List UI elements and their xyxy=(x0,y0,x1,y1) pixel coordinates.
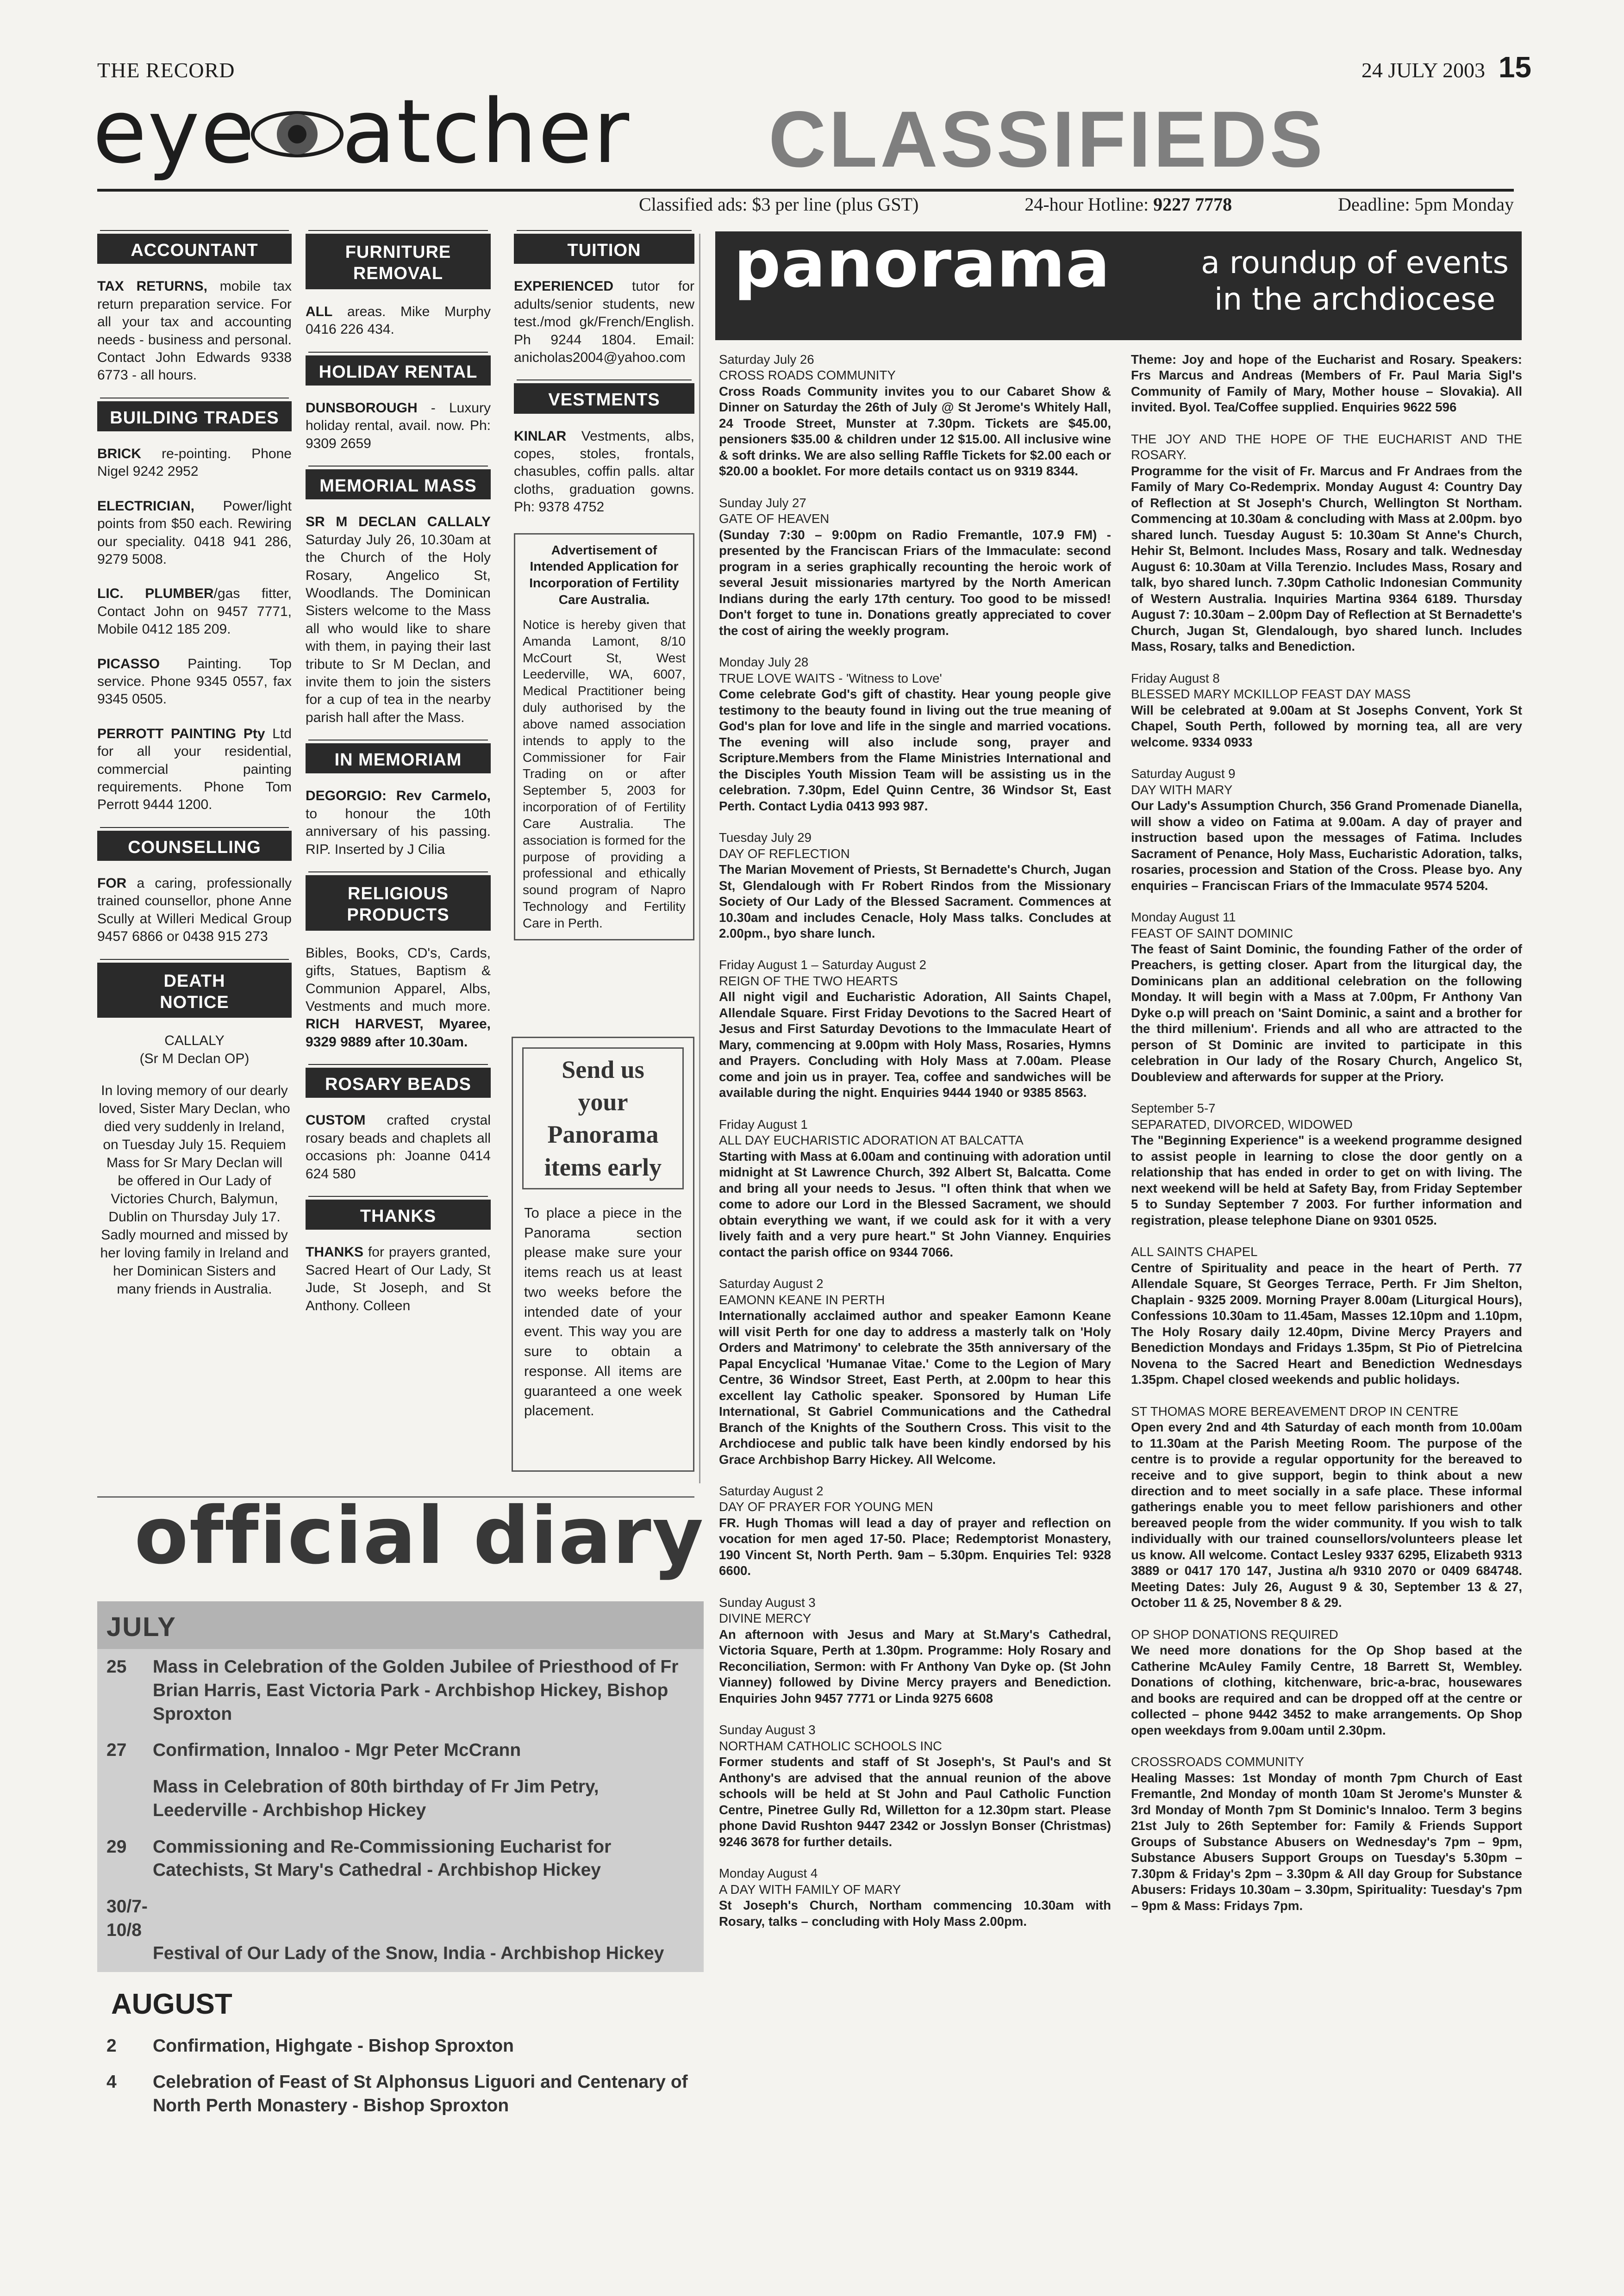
advert-title: Advertisement of Intended Application for Incorporation of Fertility Care Australia. xyxy=(529,542,679,607)
panorama-event xyxy=(719,1866,1111,1929)
diary-entry xyxy=(97,2064,704,2124)
event-body: Starting with Mass at 6.00am and continuing with adoration until midnight at St Lawrence Church, 392 Albert St, Balcatta. Come and bring all your needs to Jesus. "I often think that when we come to adore our Lord in the Blessed Sacrament, we should obtain everything we want, if we could ask for it with a very lively faith and a very pure heart." St John Vianney. Enquiries contact the parish office on 9344 7066. xyxy=(719,1149,1111,1259)
panorama-event xyxy=(719,1722,1111,1850)
event-title: FEAST OF SAINT DOMINIC xyxy=(1131,926,1293,940)
panorama-event xyxy=(1131,352,1522,416)
advert-box xyxy=(514,533,694,940)
event-date: Monday August 4 xyxy=(719,1866,818,1881)
panorama-subtitle: a roundup of events in the archdiocese xyxy=(1201,245,1509,317)
masthead-paper-name: THE RECORD xyxy=(97,58,235,82)
panorama-event xyxy=(1131,909,1522,1085)
send-panorama-box xyxy=(512,1037,694,1472)
august-block xyxy=(97,2028,704,2124)
event-date: Friday August 1 xyxy=(719,1117,808,1132)
panorama-event xyxy=(1131,1244,1522,1388)
diary-date: 25 xyxy=(106,1657,127,1677)
event-title: GATE OF HEAVEN xyxy=(719,511,830,526)
panorama-event xyxy=(1131,1101,1522,1228)
diary-entry xyxy=(97,2028,704,2065)
heading-rosary-beads: ROSARY BEADS xyxy=(306,1068,491,1098)
panorama-event xyxy=(1131,431,1522,655)
panorama-event xyxy=(719,654,1111,814)
ad-picasso: PICASSO Painting. Top service. Phone 9345 0557, fax 9345 0505. xyxy=(97,656,292,707)
event-title: REIGN OF THE TWO HEARTS xyxy=(719,973,898,988)
diary-text: Festival of Our Lady of the Snow, India - Archbishop Hickey xyxy=(153,1943,664,1964)
diary-text: Celebration of Feast of St Alphonsus Liguori and Centenary of North Perth Monastery - Bishop Sproxton xyxy=(153,2072,688,2116)
event-body: Our Lady's Assumption Church, 356 Grand Promenade Dianella, will show a video on Fatima at 9.00am. A day of prayer and instruction based upon the messages of Fatima. Includes Sacrament of Penance, Holy Mass, Eucharistic Adoration, talks, rosaries, procession and Station of the Cross. Please byo. Any enquiries – Franciscan Friars of the Immaculate 9574 5204. xyxy=(1131,798,1522,893)
event-body: Programme for the visit of Fr. Marcus and Fr Andraes from the Family of Mary Co-Redemprix. Monday August 4: Country Day of Reflection at St Joseph's Church, Wellington St Northam. Commencing at 10.30am & concluding with Mass at 2.00pm. byo shared lunch. Tuesday August 5: 10.30am St Anne's Church, Hehir St, Belmont. Includes Mass, Rosary and talk. Wednesday August 6: 10.30am at Villa Terenzio. Includes Mass, Rosary and talk, byo shared lunch. 7.30pm Catholic Indonesian Community of Western Australia. Inquiries Martina 9364 6189. Thursday August 7: 10.30am – 2.00pm Day of Reflection at St Bernadette's Church, Jugan St, Glendalough, byo shared lunch. Includes Mass, Rosary, talks and Benediction. xyxy=(1131,463,1522,654)
info-bar xyxy=(639,193,1514,215)
heading-counselling: COUNSELLING xyxy=(97,831,292,861)
event-title: NORTHAM CATHOLIC SCHOOLS INC xyxy=(719,1738,942,1753)
heading-holiday-rental: HOLIDAY RENTAL xyxy=(306,355,491,386)
event-body: Healing Masses: 1st Monday of month 7pm Church of East Fremantle, 2nd Monday of month 10am St Jerome's Munster & 3rd Monday of Month 7pm St Dominic's Innaloo. Term 3 begins 21st July to 26th September for: Family & Friends Support Groups of Substance Abusers on Wednesday's 7pm – 9pm, Substance Abusers Support Groups on Tuesday's 5.30pm – 7.30pm & Friday's 2pm – 3.30pm & All day Group for Substance Abusers: Fridays 10.30am – 3.30pm, Spirituality: Tuesday's 7pm – 9pm & Mass: Fridays 7pm. xyxy=(1131,1770,1522,1913)
event-title: CROSS ROADS COMMUNITY xyxy=(719,368,896,383)
event-body: We need more donations for the Op Shop based at the Catherine McAuley Family Centre, 18 Barrett St, Wembley. Donations of clothing, kitchenware, bric-a-brac, housewares and books are required and can be dropped off at the centre or collected – phone 9442 3452 to make arrangements. Op Shop open weekdays from 9.00am until 2.30pm. xyxy=(1131,1643,1522,1737)
diary-entry xyxy=(97,1732,704,1769)
event-date: Tuesday July 29 xyxy=(719,830,812,845)
event-body: FR. Hugh Thomas will lead a day of prayer and reflection on vocation for men aged 17-50. Place; Redemptorist Monastery, 190 Vincent St, North Perth. 9am – 5.30pm. Enquiries Tel: 9328 6600. xyxy=(719,1515,1111,1578)
ad-tuition: EXPERIENCED tutor for adults/senior students, new test./mod gk/French/English. Ph 9244 1804. Email: anicholas2004@yahoo.com xyxy=(514,279,694,365)
masthead-date: 24 JULY 2003 xyxy=(1361,58,1485,82)
event-title: CROSSROADS COMMUNITY xyxy=(1131,1755,1305,1769)
event-body: (Sunday 7:30 – 9:00pm on Radio Fremantle, 107.9 FM) - presented by the Franciscan Friars of the Immaculate: second program in a series graphically recounting the heroic work of several Jesuit missionaries martyred by the North American Indians during the early 17th century. Too good to be missed! Don't forget to tune in. Donations greatly appreciated to cover the cost of airing the weekly program. xyxy=(719,527,1111,638)
panorama-column-b xyxy=(1131,352,1522,1929)
heading-tuition: TUITION xyxy=(514,234,694,264)
event-body: Centre of Spirituality and peace in the heart of Perth. 77 Allendale Square, St Georges Terrace, Perth. Fr Jim Shelton, Chaplain - 9325 2009. Morning Prayer 8.00am (Liturgical Hours), Confessions 10.30am to 11.45am, Masses 12.10pm and 1.10pm, The Holy Rosary daily 12.40pm, Divine Mercy Prayers and Benediction Mondays and Fridays 1.35pm, St Pio of Pietrelcina Novena to the Sacred Heart and Benediction Wednesdays 1.35pm. Chapel closed weekends and public holidays. xyxy=(1131,1260,1522,1387)
panorama-event xyxy=(719,495,1111,639)
advert-body: Notice is hereby given that Amanda Lamont, 8/10 McCourt St, West Leederville, WA, 6007, Medical Practitioner being duly authorised by the above named association intends to apply to the Commissioner for Fair Trading on or after September 5, 2003 for incorporation of of Fertility Care Australia. The association is formed for the purpose of providing a professional and ethically sound program of Napro Technology and Fertility Care in Perth. xyxy=(523,617,686,930)
diary-date: 29 xyxy=(106,1836,127,1857)
event-date: Saturday August 2 xyxy=(719,1484,824,1498)
ad-brick: BRICK re-pointing. Phone Nigel 9242 2952 xyxy=(97,446,292,479)
brand-eye-text: eye xyxy=(93,81,256,183)
brand-catcher-text: atcher xyxy=(342,81,631,183)
event-title: TRUE LOVE WAITS - 'Witness to Love' xyxy=(719,671,942,685)
diary-entry xyxy=(97,1769,704,1829)
event-body: All night vigil and Eucharistic Adoration, All Saints Chapel, Allendale Square. First Friday Devotions to the Sacred Heart of Jesus and First Saturday Devotions to the Immaculate Heart of Mary, commencing at 9.00pm with Holy Mass, Rosaries, Hymns and Prayers. Concluding with Holy Mass at 7.00am. Please come and join us in prayer. Tea, coffee and sandwiches will be available during the night. Enquiries 9444 1940 or 9385 8563. xyxy=(719,989,1111,1100)
diary-text: Mass in Celebration of the Golden Jubilee of Priesthood of Fr Brian Harris, East Victoria Park - Archbishop Hickey, Bishop Sproxton xyxy=(153,1657,679,1724)
event-body: The feast of Saint Dominic, the founding Father of the order of Preachers, is getting closer. Apart from the liturgical day, the Dominicans plan an additional celebration on the following Monday. It will begin with a Mass at 7.00pm, Fr Anthony Van Dyke o.p will preach on 'Saint Dominic, a saint and a brother for the third millenium'. Friends and all who are attracted to the person of St Dominic are invited to participate in this celebration in Our lady of the Rosary Church, Angelico St, Doubleview and afterwards for supper at the Priory. xyxy=(1131,941,1522,1084)
diary-text: Confirmation, Highgate - Bishop Sproxton xyxy=(153,2035,514,2056)
event-body: An afternoon with Jesus and Mary at St.Mary's Cathedral, Victoria Square, Perth at 1.30pm. Programme: Holy Rosary and Reconciliation, Sermon: with Fr Anthony Van Dyke op. (St John Vianney) followed by Divine Mercy prayers and Benediction. Enquiries John 9457 7771 or Linda 9275 6608 xyxy=(719,1627,1111,1705)
panorama-header xyxy=(715,226,1522,340)
event-body: The Marian Movement of Priests, St Bernadette's Church, Jugan St, Glendalough with Fr Robert Rindos from the Missionary Society of Our Lady of the Blessed Sacrament. Commences at 10.30am and includes Cenacle, Holy Mass talks. Concludes at 2.00pm., byo share lunch. xyxy=(719,862,1111,940)
event-body: Come celebrate God's gift of chastity. Hear young people give testimony to the beauty found in living out the true meaning of God's plan for love and life in the single and married vocations. The evening will also include song, prayer and Scripture.Members from the Flame Ministries International and the Disciples Youth Mission Team will be assisting us in the celebration. 7.30pm, Edel Quinn Centre, 36 Windsor St, East Perth. Contact Lydia 0413 993 987. xyxy=(719,687,1111,813)
brand-logo xyxy=(93,81,631,183)
panorama-event xyxy=(719,1117,1111,1260)
death-notice: CALLALY (Sr M Declan OP) In loving memory of our dearly loved, Sister Mary Declan, who died very suddenly in Ireland, on Tuesday July 15. Requiem Mass for Sr Mary Declan will be offered in Our Lady of Victories Church, Balymun, Dublin on Thursday July 17. Sadly mourned and missed by her loving family in Ireland and her Dominican Sisters and many friends in Australia. xyxy=(99,1033,290,1297)
heading-thanks: THANKS xyxy=(306,1200,491,1230)
event-body: Will be celebrated at 9.00am at St Josephs Convent, York St Chapel, South Perth, followed by morning tea, all are very welcome. 9334 0933 xyxy=(1131,703,1522,749)
ad-thanks: THANKS for prayers granted, Sacred Heart of Our Lady, St Jude, St Joseph, and St Anthony. Colleen xyxy=(306,1244,491,1313)
event-title: ALL DAY EUCHARISTIC ADORATION AT BALCATTA xyxy=(719,1133,1024,1148)
event-date: Friday August 1 – Saturday August 2 xyxy=(719,958,926,972)
panorama-event xyxy=(719,1276,1111,1468)
event-body: Former students and staff of St Joseph's, St Paul's and St Anthony's are advised that the annual reunion of the above schools will be held at St John and Paul Catholic Function Centre, Pinetree Gully Rd, Willetton for a 12.30pm start. Please phone David Rushton 9447 2342 or Josslyn Bonser (Christmas) 9246 3678 for further details. xyxy=(719,1755,1111,1849)
event-date: Sunday July 27 xyxy=(719,495,806,510)
event-title: BLESSED MARY MCKILLOP FEAST DAY MASS xyxy=(1131,687,1411,702)
july-block xyxy=(97,1601,704,1972)
month-july: JULY xyxy=(97,1601,704,1649)
event-title: EAMONN KEANE IN PERTH xyxy=(719,1292,885,1307)
diary-date: 4 xyxy=(106,2072,117,2092)
page-number: 15 xyxy=(1498,50,1531,84)
heading-furniture-removal: FURNITURE REMOVAL xyxy=(306,234,491,289)
event-date: Monday August 11 xyxy=(1131,910,1236,925)
panorama-event xyxy=(1131,671,1522,750)
ad-electrician: ELECTRICIAN, Power/light points from $50 each. Rewiring our speciality. 0418 941 286, 9279 5008. xyxy=(97,498,292,567)
diary-text: Mass in Celebration of 80th birthday of Fr Jim Petry, Leederville - Archbishop Hickey xyxy=(153,1777,599,1820)
event-body: The "Beginning Experience" is a weekend programme designed to assist people in learning to close the door gently on a relationship that has ended in order to get on with living. The next weekend will be held at Safety Bay, from Friday September 5 to Sunday September 7 2003. For further information and registration, please telephone Diane on 9301 0525. xyxy=(1131,1133,1522,1227)
panorama-event xyxy=(1131,1627,1522,1738)
event-title: A DAY WITH FAMILY OF MARY xyxy=(719,1882,901,1897)
heading-in-memoriam: IN MEMORIAM xyxy=(306,743,491,773)
event-date: Saturday August 2 xyxy=(719,1276,824,1291)
panorama-event xyxy=(1131,1404,1522,1611)
event-title: OP SHOP DONATIONS REQUIRED xyxy=(1131,1627,1338,1642)
event-title: DAY WITH MARY xyxy=(1131,782,1233,797)
brand-classifieds: CLASSIFIEDS xyxy=(768,95,1326,184)
event-date: Sunday August 3 xyxy=(719,1723,816,1737)
diary-date: 2 xyxy=(106,2035,117,2056)
column-divider xyxy=(699,234,700,1483)
heading-religious-products: RELIGIOUS PRODUCTS xyxy=(306,875,491,931)
event-date: Friday August 8 xyxy=(1131,671,1220,685)
heading-building-trades: BUILDING TRADES xyxy=(97,401,292,431)
panorama-event xyxy=(719,957,1111,1101)
ad-furniture: ALL areas. Mike Murphy 0416 226 434. xyxy=(306,304,491,337)
diary-entry xyxy=(97,1829,704,1889)
eye-icon xyxy=(251,102,344,167)
panorama-event xyxy=(719,1483,1111,1579)
ad-religious: Bibles, Books, CD's, Cards, gifts, Statues, Baptism & Communion Apparel, Albs, Vestments and much more. RICH HARVEST, Myaree, 9329 9889 after 10.30am. xyxy=(306,945,491,1050)
event-date: Sunday August 3 xyxy=(719,1595,816,1610)
info-rate: Classified ads: $3 per line (plus GST) xyxy=(639,194,919,215)
event-title: THE JOY AND THE HOPE OF THE EUCHARIST AND THE ROSARY. xyxy=(1131,431,1522,462)
event-date: September 5-7 xyxy=(1131,1101,1216,1116)
ad-memoriam: DEGORGIO: Rev Carmelo, to honour the 10th anniversary of his passing. RIP. Inserted by J Cilia xyxy=(306,788,491,857)
official-diary-title: official diary xyxy=(134,1490,705,1582)
event-title: SEPARATED, DIVORCED, WIDOWED xyxy=(1131,1117,1353,1132)
event-title: ST THOMAS MORE BEREAVEMENT DROP IN CENTRE xyxy=(1131,1404,1459,1419)
classifieds-column-2 xyxy=(306,234,491,1332)
official-diary xyxy=(97,1601,704,2203)
event-body: Cross Roads Community invites you to our Cabaret Show & Dinner on Saturday the 26th of July @ St Jerome's Whitely Hall, 24 Troode Street, Munster at 7.30pm. Tickets are $45.00, pensioners $35.00 & children under 12 $15.00. All inclusive wine & soft drinks. We are also selling Raffle Tickets for $2.00 each or $20.00 a booklet. For more details contact us on 9319 8344. xyxy=(719,384,1111,479)
panorama-column-a xyxy=(719,352,1111,1945)
masthead-rule xyxy=(97,189,1514,192)
diary-entry xyxy=(97,1649,704,1732)
send-panorama-headline: Send us your Panorama items early xyxy=(522,1047,684,1189)
event-title: DIVINE MERCY xyxy=(719,1611,812,1626)
event-body: Internationally acclaimed author and speaker Eamonn Keane will visit Perth for one day to address a masterly talk on 'Holy Orders and Matrimony' to celebrate the 35th anniversary of the Papal Encyclical 'Humanae Vitae.' Come to the Legion of Mary Centre, 36 Windsor Street, East Perth, at 2.00pm to hear this excellent lay Catholic speaker. Sponsored by Human Life International, St Gabriel Communications and the Cathedral Branch of the Knights of the Southern Cross. This visit to the Archdiocese and public talk have been kindly endorsed by his Grace Archbishop Barry Hickey. All Welcome. xyxy=(719,1308,1111,1467)
ad-counselling: FOR a caring, professionally trained counsellor, phone Anne Scully at Willeri Medical Group 9457 6866 or 0438 915 273 xyxy=(97,876,292,945)
diary-text: Confirmation, Innaloo - Mgr Peter McCrann xyxy=(153,1740,521,1761)
diary-entry: 30/7-10/8 Festival of Our Lady of the Snow, India - Archbishop Hickey xyxy=(97,1889,704,1972)
event-title: ALL SAINTS CHAPEL xyxy=(1131,1244,1258,1259)
ad-rosary: CUSTOM crafted crystal rosary beads and chaplets all occasions ph: Joanne 0414 624 580 xyxy=(306,1113,491,1182)
diary-text: Commissioning and Re-Commissioning Eucharist for Catechists, St Mary's Cathedral - Archbishop Hickey xyxy=(153,1836,612,1880)
event-body: Theme: Joy and hope of the Eucharist and Rosary. Speakers: Frs Marcus and Andreas (Members of Fr. Paul Maria Sigl's Community of Family of Mary, Mother house – Slovakia). All invited. Byol. Tea/Coffee supplied. Enquiries 9622 596 xyxy=(1131,352,1522,415)
ad-vestments: KINLAR Vestments, albs, copes, stoles, frontals, chasubles, coffin palls. altar cloths, graduation gowns. Ph: 9378 4752 xyxy=(514,428,694,515)
panorama-event xyxy=(719,352,1111,479)
ad-plumber: LIC. PLUMBER/gas fitter, Contact John on 9457 7771, Mobile 0412 185 209. xyxy=(97,586,292,637)
brand-eye-mark xyxy=(256,88,342,176)
panorama-event xyxy=(719,830,1111,941)
panorama-event xyxy=(1131,1754,1522,1914)
diary-date xyxy=(106,1775,153,1822)
info-deadline: Deadline: 5pm Monday xyxy=(1338,194,1514,215)
info-hotline: 24-hour Hotline: 9227 7778 xyxy=(1024,194,1232,215)
ad-memorial: SR M DECLAN CALLALY Saturday July 26, 10.30am at the Church of the Holy Rosary, Angelico St, Woodlands. The Dominican Sisters welcome to the Mass all who would like to share with them, in paying their last tribute to Sr M Declan, and invite them to join the sisters for a cup of tea in the nearby parish hall after the Mass. xyxy=(306,514,491,725)
event-title: DAY OF PRAYER FOR YOUNG MEN xyxy=(719,1500,933,1514)
panorama-title: panorama xyxy=(734,226,1111,302)
panorama-event xyxy=(1131,766,1522,894)
ad-accountant: TAX RETURNS, mobile tax return preparation service. For all your tax and accounting needs - business and personal. Contact John Edwards 9338 6773 - all hours. xyxy=(97,279,292,383)
event-date: Monday July 28 xyxy=(719,655,809,670)
event-body: St Joseph's Church, Northam commencing 10.30am with Rosary, talks – concluding with Holy Mass 2.00pm. xyxy=(719,1898,1111,1929)
event-body: Open every 2nd and 4th Saturday of each month from 10.00am to 11.30am at the Parish Meeting Room. The purpose of the centre is to provide a regular opportunity for the bereaved to receive and to give support, begin to think about a new direction and to meet socially in a safe place. These informal gatherings enable you to meet fellow parishioners and other bereaved people from the wider community. If you wish to talk individually with our trained counsellors/volunteers please let us know. All welcome. Contact Lesley 9337 6295, Elizabeth 9313 3889 or 0417 170 147, Justina a/h 9310 2070 or 0409 684748. Meeting Dates: July 26, August 9 & 30, September 13 & 27, October 11 & 25, November 8 & 29. xyxy=(1131,1420,1522,1610)
event-date: Saturday July 26 xyxy=(719,352,814,367)
diary-date: 27 xyxy=(106,1740,127,1761)
ad-holiday: DUNSBOROUGH - Luxury holiday rental, avail. now. Ph: 9309 2659 xyxy=(306,400,491,451)
classifieds-column-3 xyxy=(514,234,694,940)
heading-vestments: VESTMENTS xyxy=(514,383,694,413)
panorama-event xyxy=(719,1595,1111,1706)
classifieds-column-1 xyxy=(97,234,292,1312)
event-date: Saturday August 9 xyxy=(1131,766,1236,781)
heading-memorial-mass: MEMORIAL MASS xyxy=(306,469,491,499)
ad-perrott: PERROTT PAINTING Pty Ltd for all your residential, commercial painting requirements. Phone Tom Perrott 9444 1200. xyxy=(97,726,292,813)
heading-accountant: ACCOUNTANT xyxy=(97,234,292,264)
heading-death-notice: DEATH NOTICE xyxy=(97,963,292,1018)
send-panorama-text: To place a piece in the Panorama section please make sure your items reach us at least two weeks before the intended date of your event. This way you are sure to obtain a response. All items are guaranteed a one week placement. xyxy=(524,1204,682,1419)
event-title: DAY OF REFLECTION xyxy=(719,846,850,861)
month-august: AUGUST xyxy=(111,1988,232,2020)
